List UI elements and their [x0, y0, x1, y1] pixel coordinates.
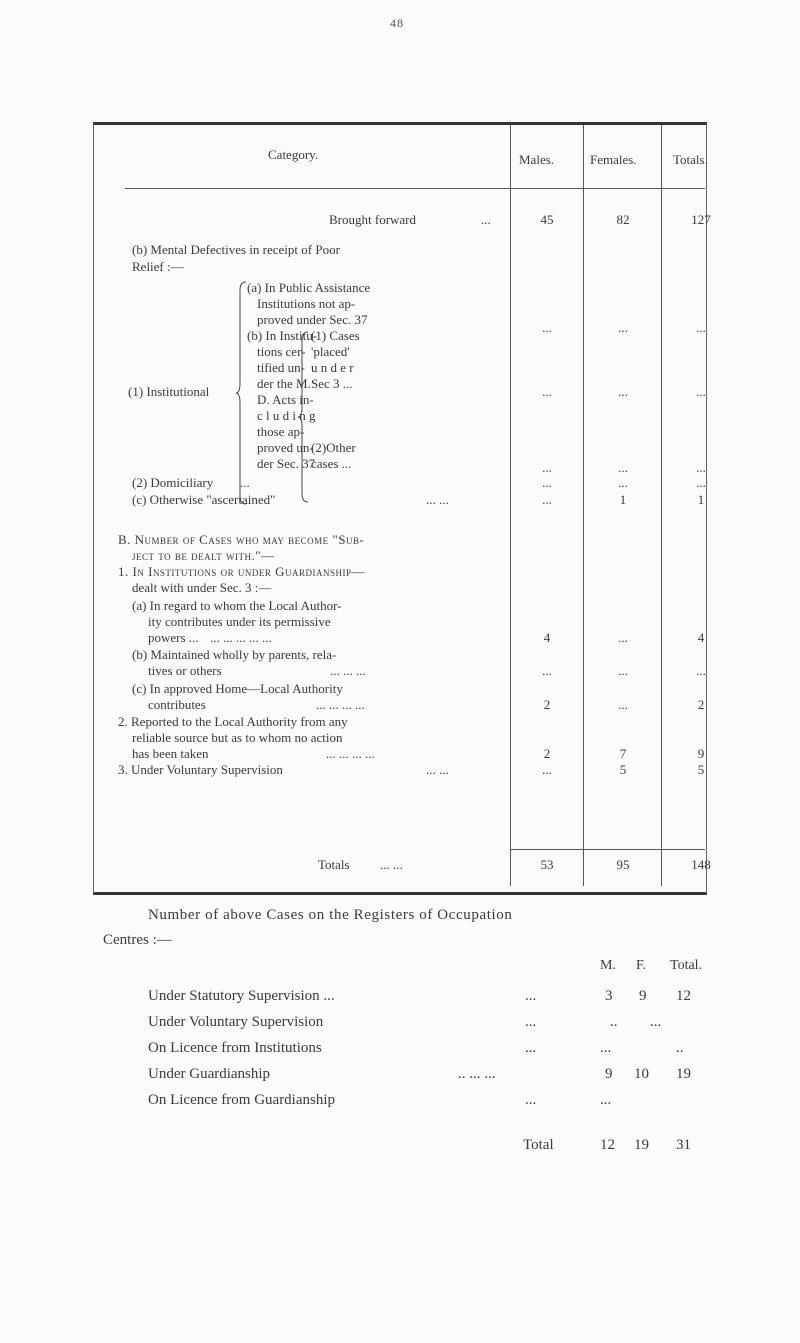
reported-line1: 2. Reported to the Local Authority from any [118, 714, 348, 729]
statistics-table [93, 122, 707, 895]
institutional-label: (1) Institutional [128, 384, 210, 399]
occupation-item-m: .. [610, 1014, 618, 1030]
inst-b-line7: those ap- [257, 424, 305, 439]
col-divider-males [510, 125, 511, 886]
a-regard-line1: (a) In regard to whom the Local Author- [132, 598, 342, 613]
c-home-females: ... [618, 697, 628, 712]
occupation-heading-line1: Number of above Cases on the Registers of Occupation [148, 907, 513, 923]
reported-dots: ... ... ... ... [326, 746, 375, 761]
brought-forward-label: Brought forward [329, 212, 417, 227]
mental-defectives-line2: Relief :— [132, 259, 184, 274]
b-maint-line1: (b) Maintained wholly by parents, rela- [132, 647, 337, 662]
inst-b2-totals: ... [696, 460, 706, 475]
section-b-line1: B. Number of Cases who may become "Sub- [118, 532, 365, 547]
c-home-dots: ... ... ... ... [316, 697, 365, 712]
occupation-item-dots: ... [525, 1014, 537, 1030]
otherwise-males: ... [542, 492, 552, 507]
inst-b2-females: ... [618, 460, 628, 475]
inst-a-line3: proved under Sec. 37 [257, 312, 368, 327]
occupation-item-label: On Licence from Institutions [148, 1040, 322, 1056]
occupation-total-f: 19 [634, 1137, 649, 1153]
col-divider-totals [661, 125, 662, 886]
domiciliary-dots: ... [240, 475, 250, 490]
occupation-item-t: 19 [676, 1066, 691, 1082]
occupation-item-label: On Licence from Guardianship [148, 1092, 336, 1108]
header-totals: Totals. [673, 152, 708, 167]
occupation-item-dots: ... [525, 1092, 537, 1108]
occupation-col-f: F. [636, 958, 647, 973]
inst-b-line2: tions cer- [257, 344, 306, 359]
occupation-item-t: .. [676, 1040, 684, 1056]
in-institutions-line2: dealt with under Sec. 3 :— [132, 580, 272, 595]
reported-line2: reliable source but as to whom no action [132, 730, 343, 745]
brought-forward-males: 45 [540, 212, 554, 227]
a-regard-dots: ... ... ... ... ... [210, 630, 272, 645]
institutional-brace [236, 280, 248, 506]
b-maint-dots: ... ... ... [330, 663, 366, 678]
otherwise-females: 1 [619, 492, 627, 507]
page-number: 48 [390, 16, 404, 30]
a-regard-line3: powers ... [148, 630, 199, 645]
occupation-item-label: Under Voluntary Supervision [148, 1014, 324, 1030]
header-category: Category. [268, 147, 319, 162]
totals-females: 95 [616, 857, 630, 872]
b-maint-line2: tives or others [148, 663, 222, 678]
in-institutions-line1: 1. In Institutions or under Guardianship— [118, 564, 366, 579]
header-rule [125, 188, 705, 189]
a-regard-males: 4 [543, 630, 551, 645]
inst-b1-females: ... [618, 384, 628, 399]
occupation-col-total: Total. [670, 958, 703, 973]
domiciliary-totals: ... [696, 475, 706, 490]
occupation-col-m: M. [600, 958, 616, 973]
inst-a-totals: ... [696, 320, 706, 335]
inst-b-line9: der Sec. 37 [257, 456, 316, 471]
inst-b2-line1: (2)Other [311, 440, 356, 455]
occupation-item-dots: .. ... ... [458, 1066, 496, 1082]
totals-dots: ... ... [380, 857, 403, 872]
inst-b1-line1: (1) Cases [311, 328, 360, 343]
occupation-item-label: Under Statutory Supervision ... [148, 988, 335, 1004]
a-regard-line2: ity contributes under its permissive [148, 614, 331, 629]
reported-females: 7 [619, 746, 627, 761]
inst-b1-males: ... [542, 384, 552, 399]
voluntary-males: ... [542, 762, 552, 777]
inst-b1-totals: ... [696, 384, 706, 399]
voluntary-label: 3. Under Voluntary Supervision [118, 762, 283, 777]
col-divider-females [583, 125, 584, 886]
domiciliary-females: ... [618, 475, 628, 490]
brought-forward-females: 82 [616, 212, 630, 227]
occupation-item-m: 9 [605, 1066, 613, 1082]
inst-b-line1: (b) In Institu- [247, 328, 318, 343]
inst-b-line8: proved un- [257, 440, 314, 455]
b-maint-totals: ... [696, 663, 706, 678]
inst-a-line1: (a) In Public Assistance [247, 280, 371, 295]
totals-males: 53 [540, 857, 554, 872]
header-females: Females. [590, 152, 637, 167]
otherwise-label: (c) Otherwise "ascertained" [132, 492, 276, 507]
mental-defectives-line1: (b) Mental Defectives in receipt of Poor [132, 242, 340, 257]
inst-b-line6: c l u d i n g [257, 408, 316, 423]
a-regard-females: ... [618, 630, 628, 645]
reported-males: 2 [543, 746, 551, 761]
otherwise-totals: 1 [697, 492, 705, 507]
occupation-item-label: Under Guardianship [148, 1066, 271, 1082]
occupation-total-t: 31 [676, 1137, 691, 1153]
totals-totals: 148 [691, 857, 711, 872]
occupation-item-f: 9 [639, 988, 647, 1004]
occupation-heading-line2: Centres :— [103, 932, 172, 948]
voluntary-dots: ... ... [426, 762, 449, 777]
inst-a-males: ... [542, 320, 552, 335]
inst-a-females: ... [618, 320, 628, 335]
inst-b-line3: tified un- [257, 360, 306, 375]
b-maint-males: ... [542, 663, 552, 678]
occupation-item-f: 10 [634, 1066, 649, 1082]
domiciliary-label: (2) Domiciliary [132, 475, 214, 490]
occupation-total-m: 12 [600, 1137, 615, 1153]
inst-b-line5: D. Acts in- [257, 392, 314, 407]
otherwise-dots: ... ... [426, 492, 449, 507]
inst-b1-line2: 'placed' [311, 344, 350, 359]
inst-b-line4: der the M. [257, 376, 311, 391]
c-home-line2: contributes [148, 697, 206, 712]
reported-totals: 9 [697, 746, 705, 761]
occupation-item-dots: ... [525, 1040, 537, 1056]
section-b-line2: ject to be dealt with."— [132, 548, 275, 563]
domiciliary-males: ... [542, 475, 552, 490]
brought-forward-dots: ... [481, 212, 491, 227]
reported-line3: has been taken [132, 746, 209, 761]
inst-a-line2: Institutions not ap- [257, 296, 356, 311]
inst-b2-males: ... [542, 460, 552, 475]
inst-b2-line2: cases ... [311, 456, 352, 471]
c-home-males: 2 [543, 697, 551, 712]
voluntary-totals: 5 [697, 762, 705, 777]
occupation-item-t: 12 [676, 988, 691, 1004]
b-maint-females: ... [618, 663, 628, 678]
inst-b1-line4: Sec 3 ... [311, 376, 353, 391]
c-home-totals: 2 [697, 697, 705, 712]
totals-rule [510, 849, 705, 850]
a-regard-totals: 4 [697, 630, 705, 645]
voluntary-females: 5 [619, 762, 627, 777]
occupation-item-dots: ... [525, 988, 537, 1004]
brought-forward-totals: 127 [691, 212, 711, 227]
occupation-item-m: 3 [605, 988, 613, 1004]
inst-b1-line3: u n d e r [311, 360, 354, 375]
occupation-item-m: ... [600, 1040, 612, 1056]
c-home-line1: (c) In approved Home—Local Authority [132, 681, 343, 696]
occupation-total-label: Total [523, 1137, 554, 1153]
header-males: Males. [519, 152, 555, 167]
occupation-item-m: ... [600, 1092, 612, 1108]
occupation-item-t: ... [650, 1014, 662, 1030]
totals-label: Totals [318, 857, 350, 872]
